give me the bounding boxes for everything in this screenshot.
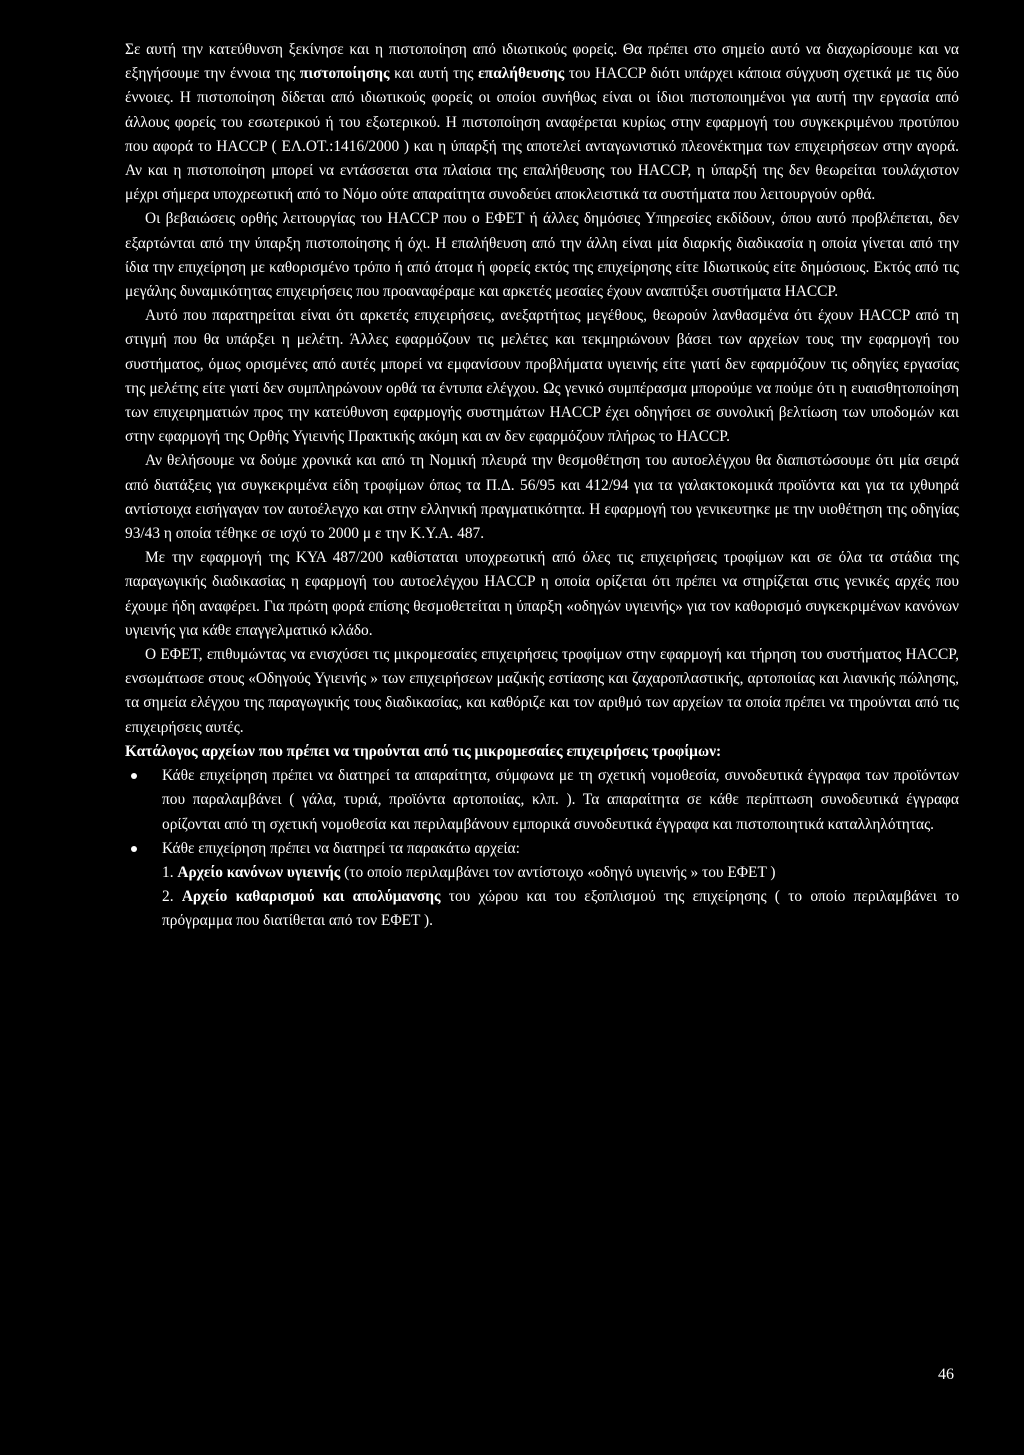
records-list-heading: Κατάλογος αρχείων που πρέπει να τηρούνται από τις μικρομεσαίες επιχειρήσεις τροφίμων: <box>125 742 722 760</box>
records-bullet-list <box>125 764 959 933</box>
paragraph-kya-487: Με την εφαρμογή της ΚΥΑ 487/200 καθίσταται υποχρεωτική από όλες τις επιχειρήσεις τροφίμων και σε όλα τα στάδια της παραγωγικής διαδικασίας η εφαρμογή του αυτοελέγχου HACCP η οποία ορίζεται ότι πρέπει να στηρίζεται στις γενικές αρχές που έχουμε ήδη αναφέρει. Για πρώτη φορά επίσης θεσμοθετείται η ύπαρξη «οδηγών υγιεινής» για τον καθορισμό συγκεκριμένων κανόνων υγιεινής για κάθε επαγγελματικό κλάδο. <box>125 549 959 639</box>
sublist-item-1: 1. Αρχείο κανόνων υγιεινής (το οποίο περιλαμβάνει τον αντίστοιχο «οδηγό υγιεινής » του ΕΦΕΤ ) <box>162 863 776 881</box>
page-number: 46 <box>938 1366 954 1383</box>
document-page <box>125 38 959 934</box>
paragraph-observations: Αυτό που παρατηρείται είναι ότι αρκετές επιχειρήσεις, ανεξαρτήτως μεγέθους, θεωρούν λανθασμένα ότι έχουν HACCP από τη στιγμή που θα υπάρξει η μελέτη. Άλλες εφαρμόζουν τις μελέτες και τεκμηριώνουν βάσει των αρχείων τους την εφαρμογή του συστήματος, όμως ορισμένες από αυτές μπορεί να εμφανίσουν προβλήματα υγιεινής είτε γιατί δεν εφαρμόζουν τις οδηγίες εργασίας της μελέτης είτε γιατί δεν συμπληρώνουν ορθά τα έντυπα ελέγχου. Ως γενικό συμπέρασμα μπορούμε να πούμε ότι η ευαισθητοποίηση των επιχειρηματιών προς την κατεύθυνση εφαρμογής συστημάτων HACCP έχει οδηγήσει σε συνολική βελτίωση των υποδομών και στην εφαρμογή της Ορθής Υγιεινής Πρακτικής ακόμη και αν δεν εφαρμόζουν πλήρως το HACCP. <box>125 307 959 446</box>
paragraph-efet-certificates: Οι βεβαιώσεις ορθής λειτουργίας του HACCP που ο ΕΦΕΤ ή άλλες δημόσιες Υπηρεσίες εκδίδουν, όπου αυτό προβλέπεται, δεν εξαρτώνται από την ύπαρξη πιστοποίησης ή όχι. Η επαλήθευση από την άλλη είναι μία διαρκής διαδικασία η οποία γίνεται από την ίδια την επιχείρηση με καθορισμένο τρόπο ή από άτομα ή φορείς εκτός της επιχείρησης είτε Ιδιωτικούς είτε δημόσιους. Εκτός από τις μεγάλης δυναμικότητας επιχειρήσεις που προαναφέραμε και αρκετές μεσαίες έχουν αναπτύξει συστήματα HACCP. <box>125 210 959 301</box>
bullet-icon <box>131 773 137 779</box>
bullet-icon <box>131 846 137 852</box>
list-item: Κάθε επιχείρηση πρέπει να διατηρεί τα απαραίτητα, σύμφωνα με τη σχετική νομοθεσία, συνοδευτικά έγγραφα των προϊόντων που παραλαμβάνει ( γάλα, τυριά, προϊόντα αρτοποιίας, κλπ. ). Τα απαραίτητα σε κάθε περίπτωση συνοδευτικά έγγραφα ορίζονται από τη σχετική νομοθεσία και περιλαμβάνουν εμπορικά συνοδευτικά έγγραφα και πιστοποιητικά καταλληλότητας. <box>125 764 959 837</box>
sublist-item-2: 2. Αρχείο καθαρισμού και απολύμανσης του χώρου και του εξοπλισμού της επιχείρησης ( το οποίο περιλαμβάνει το πρόγραμμα που διατίθεται από τον ΕΦΕΤ ). <box>162 888 960 930</box>
paragraph-efet-guides: Ο ΕΦΕΤ, επιθυμώντας να ενισχύσει τις μικρομεσαίες επιχειρήσεις τροφίμων στην εφαρμογή και τήρηση του συστήματος HACCP, ενσωμάτωσε στους «Οδηγούς Υγιεινής » των επιχειρήσεων μαζικής εστίασης και ζαχαροπλαστικής, αρτοποιίας και λιανικής πώλησης, τα σημεία ελέγχου της παραγωγικής τους διαδικασίας, και καθόριζε και τον αριθμό των αρχείων τα οποία πρέπει να τηρούνται από τις επιχειρήσεις αυτές. <box>125 646 959 736</box>
term-verification: επαλήθευσης <box>478 65 565 83</box>
numbered-sublist <box>162 861 959 934</box>
paragraph-legal-history: Αν θελήσουμε να δούμε χρονικά και από τη Νομική πλευρά την θεσμοθέτηση του αυτοελέγχου θα διαπιστώσουμε ότι μία σειρά από διατάξεις για συγκεκριμένα είδη τροφίμων όπως τα Π.Δ. 56/95 και 412/94 για τα γαλακτοκομικά προϊόντα και για τα ιχθυηρά αντίστοιχα εισήγαγαν τον αυτοέλεγχο και στην ελληνική πραγματικότητα. Η εφαρμογή του γενικευτηκε με την υιοθέτηση της οδηγίας 93/43 η οποία τέθηκε σε ισχύ το 2000 μ ε την Κ.Υ.Α. 487. <box>125 452 959 543</box>
paragraph-certification: Σε αυτή την κατεύθυνση ξεκίνησε και η πιστοποίηση από ιδιωτικούς φορείς. Θα πρέπει στο σημείο αυτό να διαχωρίσουμε και να εξηγήσουμε την έννοια της πιστοποίησης και αυτή της επαλήθευσης του HACCP διότι υπάρχει κάποια σύγχυση σχετικά με τις δύο έννοιες. Η πιστοποίηση δίδεται από ιδιωτικούς φορείς οι οποίοι συνήθως είναι οι ίδιοι πιστοποιημένοι για αυτή την εργασία από άλλους φορείς του εσωτερικού ή του εξωτερικού. Η πιστοποίηση αναφέρεται κυρίως στην εφαρμογή του συγκεκριμένου προτύπου που αφορά το HACCP ( ΕΛ.ΟΤ.:1416/2000 ) και η ύπαρξή της αποτελεί ανταγωνιστικό πλεονέκτημα των επιχειρήσεων στην αγορά. Αν και η πιστοποίηση μπορεί να εντάσσεται στα πλαίσια της επαλήθευσης του HACCP, η ύπαρξή της δεν θεωρείται τουλάχιστον μέχρι σήμερα υποχρεωτική από το Νόμο ούτε απαραίτητα συνοδεύει αποκλειστικά τα συστήματα που λειτουργούν ορθά. <box>125 41 959 204</box>
list-item: Κάθε επιχείρηση πρέπει να διατηρεί τα παρακάτω αρχεία: 1. Αρχείο κανόνων υγιεινής (το οποίο περιλαμβάνει τον αντίστοιχο «οδηγό υγιεινής » του ΕΦΕΤ ) 2. Αρχείο καθαρισμού και απολύμανσης του χώρου και του εξοπλισμού της επιχείρησης ( το οποίο περιλαμβάνει το πρόγραμμα που διατίθεται από τον ΕΦΕΤ ). <box>125 837 959 934</box>
term-certification: πιστοποίησης <box>299 65 390 83</box>
